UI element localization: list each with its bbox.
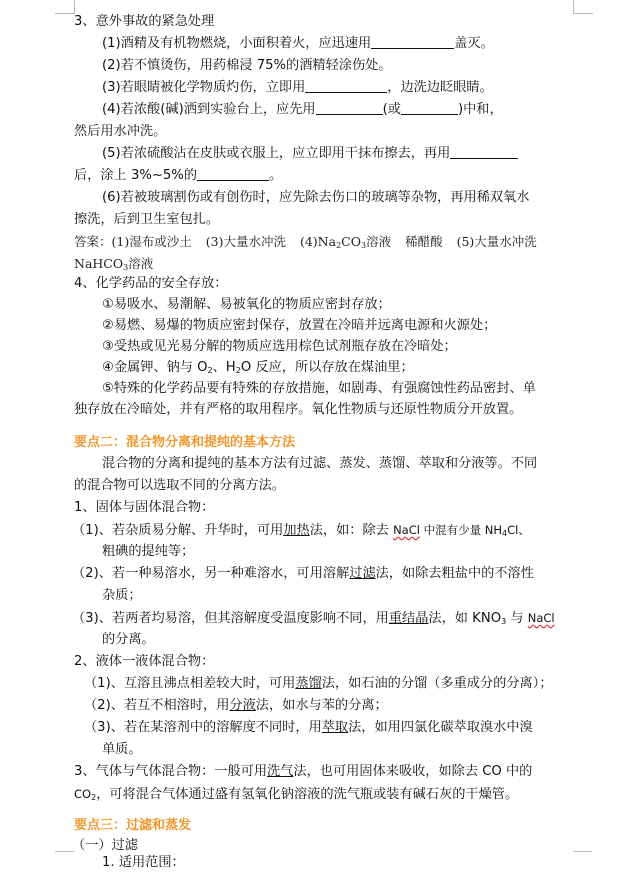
keyword-underlined: 分液 <box>229 698 256 713</box>
gas-mixture: 3、气体与气体混合物：一般可用洗气法，也可用固体来吸收，如除去 CO 中的 <box>74 764 533 779</box>
accident-item-4-cont: 然后用水冲洗。 <box>74 124 167 139</box>
keyword-underlined: 萃取 <box>321 720 349 735</box>
liquid-item-1: （1)、互溶且沸点相差较大时，可用蒸馏法，如石油的分馏（多重成分的分离）； <box>84 676 553 691</box>
answer-line-cont: NaHCO$_3$溶液 <box>74 256 154 272</box>
storage-item-4: ④金属钾、钠与 $O_2$、$H_2O$ 反应，所以存放在煤油里； <box>102 360 414 375</box>
gas-mixture-cont: $CO_2$，可将混合气体通过盛有氢氧化钠溶液的洗气瓶或装有碱石灰的干燥管。 <box>74 787 519 802</box>
item-text: 。 <box>269 168 283 183</box>
item-text: ，边洗边眨眼睛。 <box>387 80 493 95</box>
fill-blank[interactable] <box>316 100 383 115</box>
solid-mixture-title: 1、固体与固体混合物： <box>74 500 215 515</box>
fill-blank[interactable] <box>450 144 518 159</box>
liquid-mixture-title: 2、液体一液体混合物： <box>74 654 215 669</box>
storage-item-5: ⑤特殊的化学药品要有特殊的存放措施，如剧毒、有强腐蚀性药品密封、单 <box>102 381 536 396</box>
accident-item-2: (2)若不慎烫伤，用药棉浸 75%的酒精轻涂伤处。 <box>102 58 392 73</box>
answer-label: 答案： <box>74 234 112 249</box>
storage-item-3: ③受热或见光易分解的物质应选用棕色试剂瓶存放在冷暗处； <box>102 339 457 354</box>
liquid-item-2: （2)、若互不相溶时，用分液法，如水与苯的分离； <box>84 698 388 713</box>
accident-item-6-cont: 擦洗，后到卫生室包扎。 <box>74 212 220 227</box>
item-text: 盖灭。 <box>454 36 494 51</box>
answer-line <box>74 232 537 252</box>
fill-blank[interactable] <box>371 34 454 49</box>
item-text: (3)若眼睛被化学物质灼伤，立即用 <box>102 80 306 95</box>
item-text: 后，涂上 3%~5%的 <box>74 168 198 183</box>
fill-blank[interactable] <box>401 100 458 115</box>
keyword-underlined: 过滤 <box>349 566 376 581</box>
point2-intro: 混合物的分离和提纯的基本方法有过滤、蒸发、蒸馏、萃取和分液等。不同 <box>102 456 538 471</box>
liquid-item-3: （3)、若在某溶剂中的溶解度不同时，用萃取法，如用四氯化碳萃取溴水中溴 <box>84 720 533 735</box>
item-text: (1)酒精及有机物燃烧，小面积着火，应迅速用 <box>102 36 372 51</box>
fill-blank[interactable] <box>305 78 387 93</box>
storage-item-1: ①易吸水、易潮解、易被氧化的物质应密封存放； <box>102 297 391 312</box>
page-corner-mark-top-left <box>55 0 75 14</box>
item-text: (5)若浓硫酸沾在皮肤或衣服上，应立即用干抹布擦去，再用 <box>102 146 451 161</box>
accident-item-5 <box>102 144 518 164</box>
answer-4: $(4)Na_2CO_3$溶液 <box>299 234 392 250</box>
answer-1: (1)湿布或沙土 <box>111 234 192 249</box>
item-text: )中和， <box>457 102 503 117</box>
accident-item-1 <box>102 34 494 54</box>
point2-heading: 要点二：混合物分离和提纯的基本方法 <box>74 435 296 450</box>
keyword-underlined: 洗气 <box>267 764 294 779</box>
answer-4b: 稀醋酸 <box>405 234 443 249</box>
point2-intro-cont: 的混合物可以选取不同的分离方法。 <box>74 478 285 493</box>
fill-blank[interactable] <box>197 166 269 181</box>
item-text: (4)若浓酸(碱)洒到实验台上，应先用 <box>102 102 316 117</box>
answer-3: (3)大量水冲洗 <box>205 234 286 249</box>
solid-item-1-cont: 粗碘的提纯等； <box>102 544 195 559</box>
storage-item-2: ②易燃、易爆的物质应密封保存，放置在冷暗并远离电源和火源处； <box>102 318 497 333</box>
keyword-underlined: 重结晶 <box>388 611 429 626</box>
spellcheck-word: NaCl <box>527 611 555 625</box>
solid-item-3-cont: 的分离。 <box>102 632 155 647</box>
keyword-underlined: 加热 <box>283 523 310 538</box>
accident-item-3 <box>102 78 493 98</box>
filtration-subtitle: （一）过滤 <box>72 838 138 853</box>
storage-item-5-cont: 独存放在冷暗处，并有严格的取用程序。氧化性物质与还原性物质分开放置。 <box>74 402 523 417</box>
solid-item-2-cont: 杂质； <box>102 588 142 603</box>
solid-item-2: （2)、若一种易溶水，另一种难溶水，可用溶解过滤法，如除去粗盐中的不溶性 <box>72 566 534 581</box>
accident-item-6: (6)若被玻璃割伤或有创伤时，应先除去伤口的玻璃等杂物，再用稀双氧水 <box>102 190 530 205</box>
item-text: (或 <box>382 102 401 117</box>
spellcheck-word: NaCl <box>393 523 420 537</box>
answer-5: (5)大量水冲洗 <box>456 234 537 249</box>
accident-item-4 <box>102 100 503 120</box>
section-title: 4、化学药品的安全存放： <box>74 276 228 291</box>
solid-item-3: （3)、若两者均易溶，但其溶解度受温度影响不同，用重结晶法，如 $KNO_3$ 与 NaCl <box>72 611 555 626</box>
liquid-item-3-cont: 单质。 <box>102 742 142 757</box>
page-corner-mark-top-right <box>573 0 593 14</box>
solid-item-1: （1)、若杂质易分解、升华时，可用加热法，如：除去 NaCl 中混有少量 $NH_4Cl$、 <box>72 523 530 538</box>
section-title: 3、意外事故的紧急处理 <box>74 14 215 29</box>
point3-heading: 要点三：过滤和蒸发 <box>74 818 192 833</box>
keyword-underlined: 蒸馏 <box>295 676 322 691</box>
scope-title: 1. 适用范围： <box>102 855 185 870</box>
accident-item-5-cont <box>74 166 282 186</box>
